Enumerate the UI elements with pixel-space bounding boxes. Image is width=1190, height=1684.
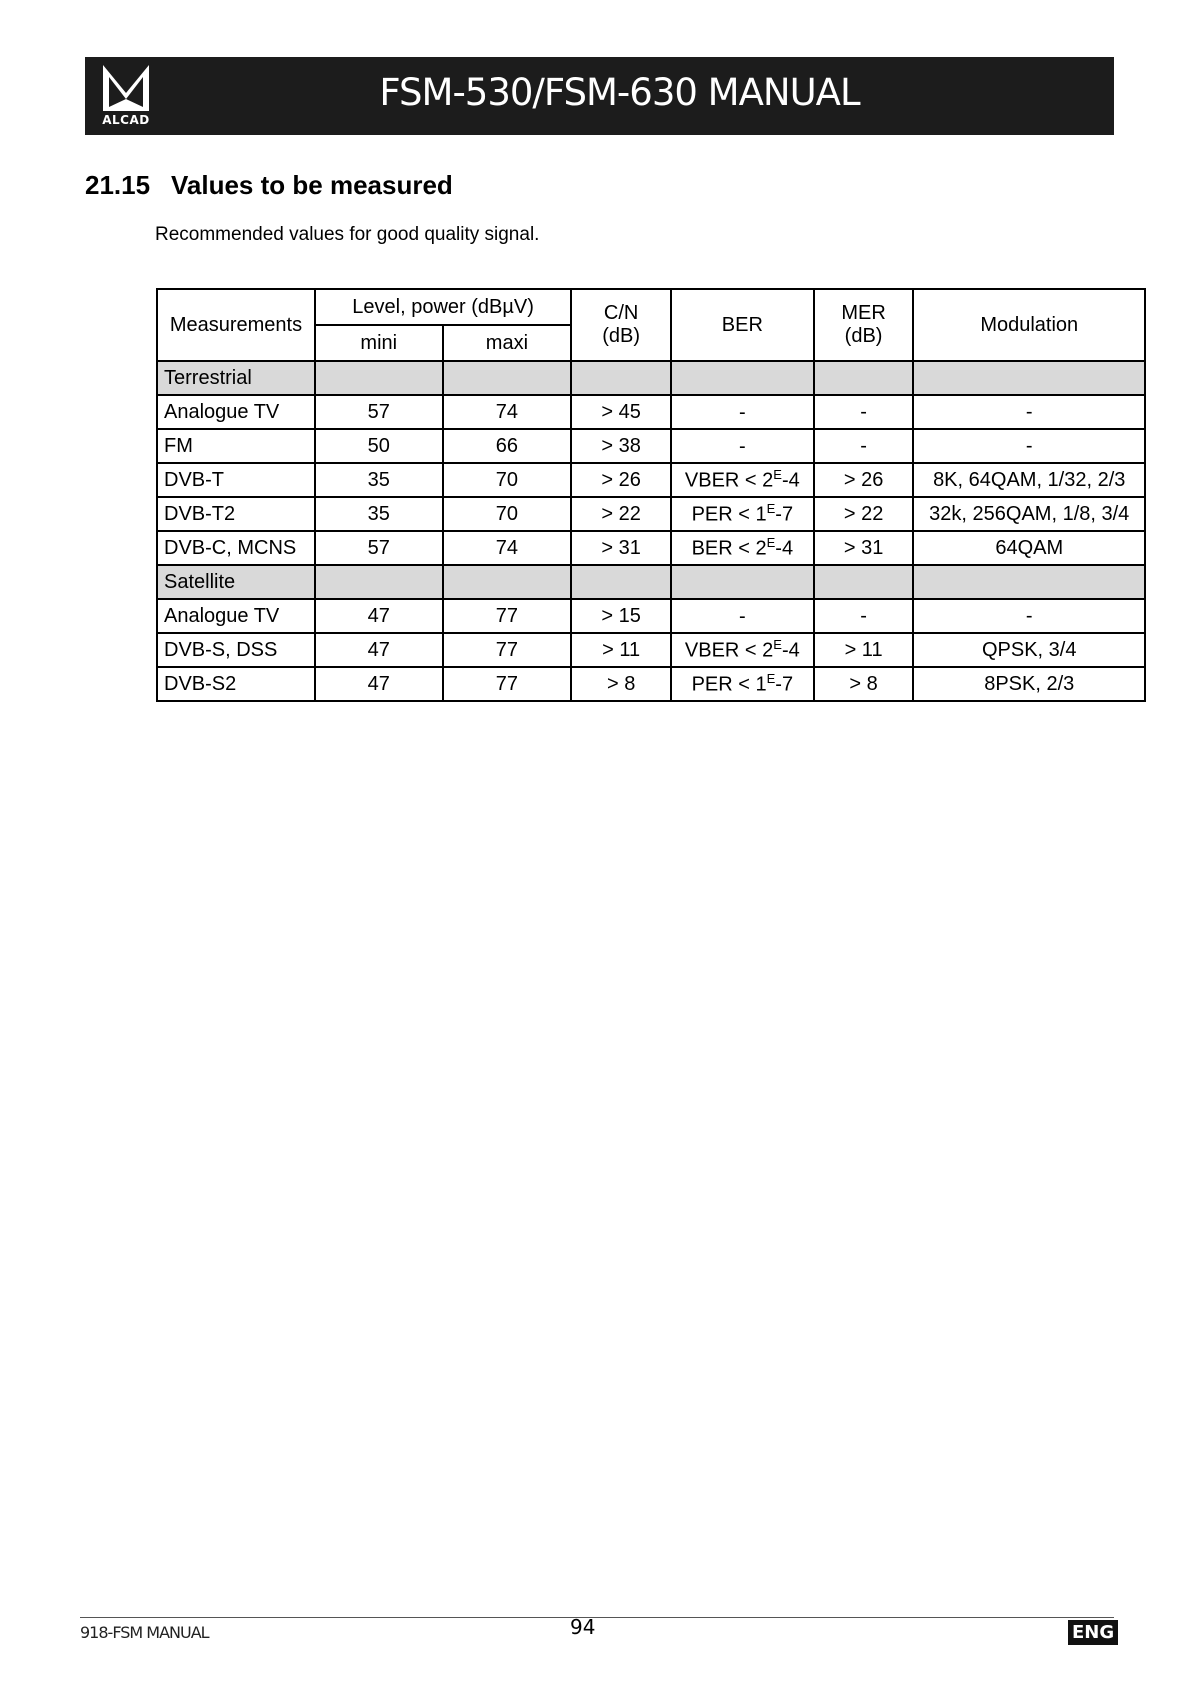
- header-modulation: Modulation: [913, 289, 1145, 361]
- table-row: [157, 463, 1145, 497]
- section-title: Values to be measured: [171, 170, 453, 200]
- group-row: [157, 565, 1145, 599]
- cell-measurement: Analogue TV: [157, 395, 315, 429]
- group-row: [157, 361, 1145, 395]
- cell-mer: > 26: [814, 463, 914, 497]
- cell-mer: -: [814, 429, 914, 463]
- cell-mer: -: [814, 599, 914, 633]
- cell-ber: [671, 531, 814, 565]
- group-label: Terrestrial: [157, 361, 315, 395]
- cell-mer: > 31: [814, 531, 914, 565]
- ber-value: -: [739, 401, 746, 424]
- group-empty-cell: [315, 361, 443, 395]
- ber-value: -: [739, 605, 746, 628]
- cell-measurement: DVB-T: [157, 463, 315, 497]
- header-level-group: Level, power (dBµV): [315, 289, 571, 325]
- cell-modulation: -: [913, 395, 1145, 429]
- ber-exponent-marker: E: [766, 501, 776, 517]
- group-empty-cell: [443, 361, 572, 395]
- ber-exponent: -7: [775, 673, 794, 696]
- page-number: 94: [570, 1615, 596, 1639]
- cell-maxi: 70: [443, 463, 572, 497]
- cell-ber: [671, 497, 814, 531]
- header-bar: [85, 57, 1114, 135]
- language-badge: ENG: [1068, 1620, 1118, 1645]
- cell-mini: 47: [315, 667, 443, 701]
- cell-mini: 57: [315, 395, 443, 429]
- cell-cn: > 8: [571, 667, 671, 701]
- group-empty-cell: [671, 361, 814, 395]
- intro-text: Recommended values for good quality signal.: [155, 224, 540, 245]
- ber-exponent: -7: [775, 503, 794, 526]
- ber-value: BER < 2: [691, 537, 767, 560]
- cell-maxi: 77: [443, 633, 572, 667]
- cell-mer: -: [814, 395, 914, 429]
- cell-mini: 35: [315, 463, 443, 497]
- header-mini: mini: [315, 325, 443, 361]
- ber-exponent: -4: [775, 537, 794, 560]
- header-cn-bottom: (dB): [602, 325, 641, 347]
- cell-mini: 50: [315, 429, 443, 463]
- cell-cn: > 26: [571, 463, 671, 497]
- section-heading: [85, 170, 453, 201]
- table-row: [157, 667, 1145, 701]
- cell-modulation: -: [913, 429, 1145, 463]
- cell-maxi: 77: [443, 599, 572, 633]
- cell-modulation: 32k, 256QAM, 1/8, 3/4: [913, 497, 1145, 531]
- footer-divider: [80, 1617, 1114, 1618]
- table-body: [157, 361, 1145, 701]
- cell-measurement: DVB-S2: [157, 667, 315, 701]
- group-empty-cell: [315, 565, 443, 599]
- group-empty-cell: [814, 565, 914, 599]
- group-empty-cell: [913, 361, 1145, 395]
- table-row: [157, 429, 1145, 463]
- cell-ber: [671, 667, 814, 701]
- header-mer-top: MER: [841, 302, 886, 324]
- cell-measurement: DVB-C, MCNS: [157, 531, 315, 565]
- cell-cn: > 31: [571, 531, 671, 565]
- group-empty-cell: [571, 565, 671, 599]
- cell-cn: > 38: [571, 429, 671, 463]
- ber-value: VBER < 2: [684, 639, 774, 662]
- ber-exponent: -4: [781, 469, 800, 492]
- group-empty-cell: [913, 565, 1145, 599]
- cell-mer: > 11: [814, 633, 914, 667]
- ber-value: VBER < 2: [684, 469, 774, 492]
- cell-maxi: 74: [443, 395, 572, 429]
- ber-exponent-marker: E: [766, 535, 776, 551]
- ber-exponent-marker: E: [773, 637, 782, 653]
- manual-title: FSM-530/FSM-630 MANUAL: [379, 71, 860, 114]
- cell-cn: > 15: [571, 599, 671, 633]
- logo-text: ALCAD: [102, 113, 150, 127]
- table-row: [157, 395, 1145, 429]
- cell-mini: 57: [315, 531, 443, 565]
- header-mer: [814, 289, 914, 361]
- cell-maxi: 70: [443, 497, 572, 531]
- cell-mini: 47: [315, 633, 443, 667]
- ber-value: PER < 1: [691, 673, 767, 696]
- cell-measurement: FM: [157, 429, 315, 463]
- cell-measurement: Analogue TV: [157, 599, 315, 633]
- cell-cn: > 45: [571, 395, 671, 429]
- header-cn: [571, 289, 671, 361]
- values-table: [156, 288, 1146, 702]
- table-row: [157, 497, 1145, 531]
- group-empty-cell: [814, 361, 914, 395]
- footer-doc-id: 918-FSM MANUAL: [80, 1623, 209, 1642]
- ber-value: PER < 1: [691, 503, 767, 526]
- cell-ber: [671, 599, 814, 633]
- header-maxi: maxi: [443, 325, 572, 361]
- header-mer-bottom: (dB): [844, 325, 883, 347]
- table-row: [157, 531, 1145, 565]
- cell-cn: > 11: [571, 633, 671, 667]
- group-empty-cell: [571, 361, 671, 395]
- cell-ber: [671, 395, 814, 429]
- cell-modulation: QPSK, 3/4: [913, 633, 1145, 667]
- cell-mini: 35: [315, 497, 443, 531]
- cell-measurement: DVB-T2: [157, 497, 315, 531]
- cell-ber: [671, 463, 814, 497]
- cell-maxi: 74: [443, 531, 572, 565]
- group-empty-cell: [443, 565, 572, 599]
- header-measurements: Measurements: [157, 289, 315, 361]
- cell-ber: [671, 429, 814, 463]
- group-label: Satellite: [157, 565, 315, 599]
- cell-ber: [671, 633, 814, 667]
- cell-cn: > 22: [571, 497, 671, 531]
- cell-mer: > 8: [814, 667, 914, 701]
- cell-maxi: 66: [443, 429, 572, 463]
- cell-mini: 47: [315, 599, 443, 633]
- cell-modulation: 8PSK, 2/3: [913, 667, 1145, 701]
- cell-mer: > 22: [814, 497, 914, 531]
- table-row: [157, 599, 1145, 633]
- cell-modulation: 64QAM: [913, 531, 1145, 565]
- ber-exponent-marker: E: [773, 467, 782, 483]
- ber-exponent-marker: E: [766, 671, 776, 687]
- ber-exponent: -4: [781, 639, 800, 662]
- cell-maxi: 77: [443, 667, 572, 701]
- section-number: 21.15: [85, 170, 151, 200]
- cell-modulation: -: [913, 599, 1145, 633]
- header-ber: BER: [671, 289, 814, 361]
- ber-value: -: [739, 435, 746, 458]
- header-cn-top: C/N: [603, 302, 639, 324]
- cell-modulation: 8K, 64QAM, 1/32, 2/3: [913, 463, 1145, 497]
- group-empty-cell: [671, 565, 814, 599]
- table-row: [157, 633, 1145, 667]
- cell-measurement: DVB-S, DSS: [157, 633, 315, 667]
